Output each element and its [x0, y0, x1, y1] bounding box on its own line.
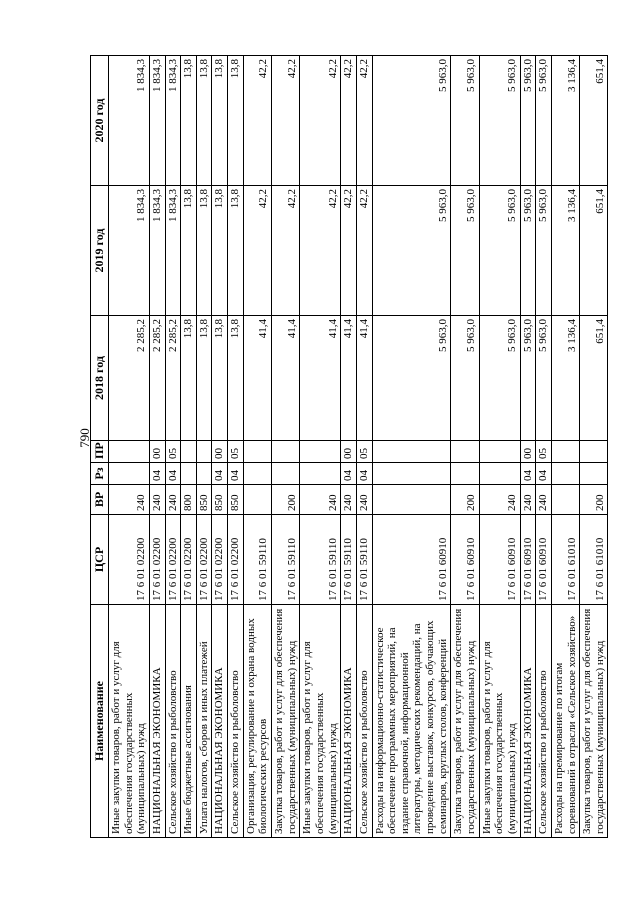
row-rz [272, 463, 300, 485]
row-2018: 3 136,4 [551, 316, 579, 441]
row-pr: 05 [165, 441, 181, 463]
row-name: Иные бюджетные ассигнования [181, 605, 197, 838]
row-2018: 13,8 [228, 316, 244, 441]
row-2019: 1 834,3 [165, 186, 181, 316]
row-2019: 1 834,3 [109, 186, 150, 316]
row-2019: 13,8 [181, 186, 197, 316]
row-2020: 5 963,0 [372, 56, 451, 186]
row-pr: 00 [341, 441, 357, 463]
table-row [536, 56, 552, 838]
row-2020: 5 963,0 [479, 56, 520, 186]
row-2018: 2 285,2 [109, 316, 150, 441]
row-2019: 3 136,4 [551, 186, 579, 316]
row-csr: 17 6 01 60910 [451, 515, 479, 605]
row-2019: 13,8 [196, 186, 212, 316]
row-pr [196, 441, 212, 463]
row-2020: 13,8 [181, 56, 197, 186]
row-rz [479, 463, 520, 485]
row-2020: 13,8 [212, 56, 228, 186]
row-name: Уплата налогов, сборов и иных платежей [196, 605, 212, 838]
row-vr: 850 [212, 485, 228, 515]
header-csr: ЦСР [91, 515, 109, 605]
row-2019: 42,2 [243, 186, 271, 316]
table-row [300, 56, 341, 838]
header-2020: 2020 год [91, 56, 109, 186]
row-2018: 2 285,2 [165, 316, 181, 441]
header-vr: ВР [91, 485, 109, 515]
header-name: Наименование [91, 605, 109, 838]
table-row [165, 56, 181, 838]
row-rz [451, 463, 479, 485]
row-vr: 240 [356, 485, 372, 515]
row-name: Сельское хозяйство и рыболовство [228, 605, 244, 838]
row-vr: 240 [109, 485, 150, 515]
table-row [356, 56, 372, 838]
row-name: Расходы на информационно-статистическое обеспечение программных мероприятий, на издание справочной, информационной литературы, методических рекомендаций, на проведение выставок, конкурсов, обучающих семинаров, круглых столов, конференций [372, 605, 451, 838]
table-row [196, 56, 212, 838]
row-name: Закупка товаров, работ и услуг для обеспечения государственных (муниципальных) нужд [272, 605, 300, 838]
row-vr: 200 [272, 485, 300, 515]
row-csr: 17 6 01 59110 [243, 515, 271, 605]
row-rz: 04 [356, 463, 372, 485]
table-row [451, 56, 479, 838]
row-vr: 240 [149, 485, 165, 515]
row-name: Закупка товаров, работ и услуг для обеспечения государственных (муниципальных) нужд [580, 605, 608, 838]
row-csr: 17 6 01 02200 [181, 515, 197, 605]
row-name: Сельское хозяйство и рыболовство [165, 605, 181, 838]
row-pr: 00 [212, 441, 228, 463]
table-row [520, 56, 536, 838]
row-2019: 5 963,0 [520, 186, 536, 316]
row-2018: 41,4 [243, 316, 271, 441]
row-vr: 240 [341, 485, 357, 515]
table-row [228, 56, 244, 838]
row-2020: 42,2 [341, 56, 357, 186]
row-rz: 04 [212, 463, 228, 485]
row-2020: 5 963,0 [536, 56, 552, 186]
budget-table [90, 55, 608, 838]
rotated-table-wrapper [90, 56, 608, 838]
row-2020: 1 834,3 [149, 56, 165, 186]
row-csr: 17 6 01 02200 [196, 515, 212, 605]
row-2020: 42,2 [272, 56, 300, 186]
table-row [109, 56, 150, 838]
row-name: Иные закупки товаров, работ и услуг для обеспечения государственных (муниципальных) нужд [109, 605, 150, 838]
table-row [212, 56, 228, 838]
row-csr: 17 6 01 02200 [228, 515, 244, 605]
row-name: Расходы на премирование по итогам соревнований в отрасли «Сельское хозяйство» [551, 605, 579, 838]
row-rz: 04 [165, 463, 181, 485]
row-vr: 240 [520, 485, 536, 515]
row-2020: 3 136,4 [551, 56, 579, 186]
row-csr: 17 6 01 60910 [536, 515, 552, 605]
row-2018: 41,4 [272, 316, 300, 441]
row-2018: 5 963,0 [520, 316, 536, 441]
row-2019: 1 834,3 [149, 186, 165, 316]
row-2019: 42,2 [341, 186, 357, 316]
row-name: Иные закупки товаров, работ и услуг для обеспечения государственных (муниципальных) нужд [479, 605, 520, 838]
row-2018: 41,4 [356, 316, 372, 441]
row-csr: 17 6 01 59110 [356, 515, 372, 605]
row-name: Организация, регулирование и охрана водных биологических ресурсов [243, 605, 271, 838]
row-csr: 17 6 01 61010 [580, 515, 608, 605]
row-2019: 42,2 [272, 186, 300, 316]
row-name: НАЦИОНАЛЬНАЯ ЭКОНОМИКА [341, 605, 357, 838]
row-2020: 1 834,3 [109, 56, 150, 186]
row-name: НАЦИОНАЛЬНАЯ ЭКОНОМИКА [212, 605, 228, 838]
row-csr: 17 6 01 02200 [109, 515, 150, 605]
row-rz [372, 463, 451, 485]
row-csr: 17 6 01 61010 [551, 515, 579, 605]
row-pr [109, 441, 150, 463]
row-pr: 00 [149, 441, 165, 463]
row-vr: 240 [300, 485, 341, 515]
row-2020: 1 834,3 [165, 56, 181, 186]
row-vr: 240 [165, 485, 181, 515]
row-2019: 42,2 [300, 186, 341, 316]
row-csr: 17 6 01 60910 [479, 515, 520, 605]
row-2019: 651,4 [580, 186, 608, 316]
row-csr: 17 6 01 59110 [300, 515, 341, 605]
header-rz: Рз [91, 463, 109, 485]
row-vr [243, 485, 271, 515]
row-vr: 200 [580, 485, 608, 515]
row-csr: 17 6 01 59110 [341, 515, 357, 605]
row-vr: 850 [196, 485, 212, 515]
row-csr: 17 6 01 02200 [212, 515, 228, 605]
row-pr: 05 [536, 441, 552, 463]
table-row [149, 56, 165, 838]
row-2020: 42,2 [356, 56, 372, 186]
table-row [341, 56, 357, 838]
row-2019: 5 963,0 [372, 186, 451, 316]
row-2018: 5 963,0 [372, 316, 451, 441]
row-2019: 5 963,0 [479, 186, 520, 316]
row-csr: 17 6 01 59110 [272, 515, 300, 605]
row-rz: 04 [149, 463, 165, 485]
table-row [181, 56, 197, 838]
row-rz [196, 463, 212, 485]
table-row [479, 56, 520, 838]
row-2018: 5 963,0 [479, 316, 520, 441]
row-2018: 41,4 [300, 316, 341, 441]
row-rz [243, 463, 271, 485]
row-vr: 240 [479, 485, 520, 515]
table-row [372, 56, 451, 838]
page-number: 790 [77, 428, 92, 448]
row-pr [580, 441, 608, 463]
row-2019: 13,8 [212, 186, 228, 316]
row-csr: 17 6 01 60910 [372, 515, 451, 605]
row-2018: 13,8 [181, 316, 197, 441]
row-csr: 17 6 01 60910 [520, 515, 536, 605]
row-2018: 651,4 [580, 316, 608, 441]
row-rz [181, 463, 197, 485]
row-vr: 800 [181, 485, 197, 515]
row-2018: 5 963,0 [451, 316, 479, 441]
table-row [580, 56, 608, 838]
row-2018: 41,4 [341, 316, 357, 441]
row-2019: 42,2 [356, 186, 372, 316]
row-pr: 05 [356, 441, 372, 463]
row-rz: 04 [520, 463, 536, 485]
row-rz [300, 463, 341, 485]
row-pr [243, 441, 271, 463]
row-name: Иные закупки товаров, работ и услуг для обеспечения государственных (муниципальных) нужд [300, 605, 341, 838]
row-csr: 17 6 01 02200 [165, 515, 181, 605]
row-pr [551, 441, 579, 463]
row-2019: 13,8 [228, 186, 244, 316]
row-vr: 240 [536, 485, 552, 515]
row-pr [300, 441, 341, 463]
header-row [91, 56, 109, 838]
row-csr: 17 6 01 02200 [149, 515, 165, 605]
header-pr: ПР [91, 441, 109, 463]
table-row [272, 56, 300, 838]
row-2020: 5 963,0 [451, 56, 479, 186]
row-name: Сельское хозяйство и рыболовство [356, 605, 372, 838]
row-vr: 200 [451, 485, 479, 515]
row-pr [272, 441, 300, 463]
row-2019: 5 963,0 [451, 186, 479, 316]
row-2020: 42,2 [243, 56, 271, 186]
row-2019: 5 963,0 [536, 186, 552, 316]
row-vr [372, 485, 451, 515]
table-row [243, 56, 271, 838]
row-2020: 13,8 [228, 56, 244, 186]
header-2018: 2018 год [91, 316, 109, 441]
row-pr: 05 [228, 441, 244, 463]
row-pr [372, 441, 451, 463]
row-rz [109, 463, 150, 485]
row-rz [551, 463, 579, 485]
row-rz: 04 [228, 463, 244, 485]
row-rz: 04 [536, 463, 552, 485]
row-vr [551, 485, 579, 515]
table-body [109, 56, 608, 838]
row-2020: 13,8 [196, 56, 212, 186]
table-row [551, 56, 579, 838]
row-name: Сельское хозяйство и рыболовство [536, 605, 552, 838]
row-pr [479, 441, 520, 463]
row-pr: 00 [520, 441, 536, 463]
row-rz: 04 [341, 463, 357, 485]
row-pr [181, 441, 197, 463]
row-2018: 2 285,2 [149, 316, 165, 441]
row-vr: 850 [228, 485, 244, 515]
row-2020: 5 963,0 [520, 56, 536, 186]
row-2018: 5 963,0 [536, 316, 552, 441]
row-2018: 13,8 [212, 316, 228, 441]
row-rz [580, 463, 608, 485]
row-name: Закупка товаров, работ и услуг для обеспечения государственных (муниципальных) нужд [451, 605, 479, 838]
row-name: НАЦИОНАЛЬНАЯ ЭКОНОМИКА [520, 605, 536, 838]
row-2018: 13,8 [196, 316, 212, 441]
row-name: НАЦИОНАЛЬНАЯ ЭКОНОМИКА [149, 605, 165, 838]
row-pr [451, 441, 479, 463]
row-2020: 651,4 [580, 56, 608, 186]
header-2019: 2019 год [91, 186, 109, 316]
row-2020: 42,2 [300, 56, 341, 186]
